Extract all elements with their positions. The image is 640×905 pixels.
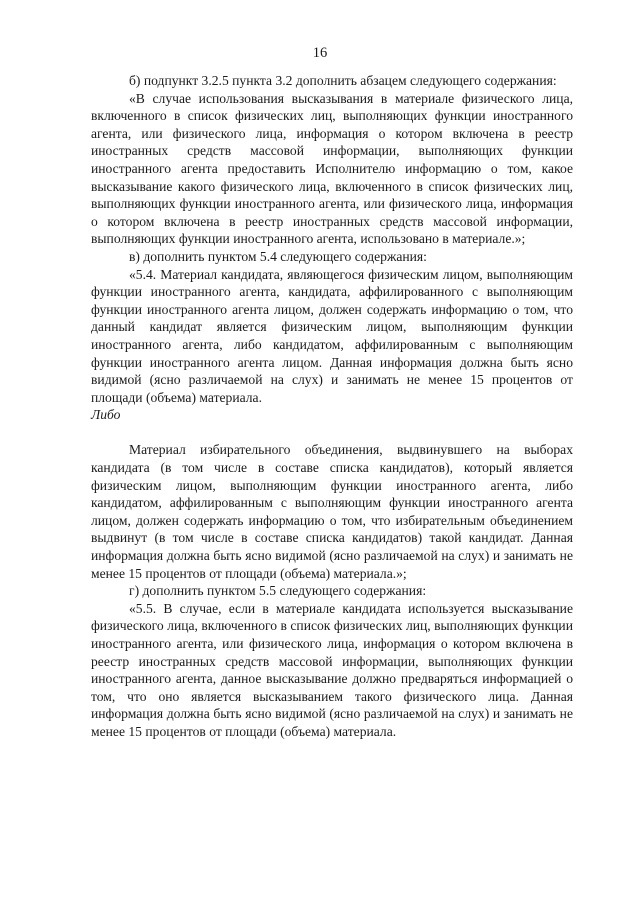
paragraph-quote-3-2-5: «В случае использования высказывания в материале физического лица, включенного в список физических лиц, выполняющих функции иностранного агента, или физического лица, информация о котором включена в реестр иностранных средств массовой информации, выполняющих функции иностранного агента предоставить Исполнителю информацию о том, какое высказывание какого физического лица, включенного в список физических лиц, выполняющих функции иностранного агента, или физического лица, информация о котором включена в реестр иностранных средств массовой информации, выполняющих функции иностранного агента, использовано в материале.»; bbox=[91, 90, 573, 247]
document-body bbox=[91, 72, 573, 741]
paragraph-clause-5-4: «5.4. Материал кандидата, являющегося физическим лицом, выполняющим функции иностранного агента, кандидата, аффилированного с выполняющим функции иностранного агента лицом, должен содержать информацию о том, что данный кандидат является физическим лицом, выполняющим функции иностранного агента, либо кандидатом, аффилированным с выполняющим функции иностранного агента лицом. Данная информация должна быть ясно видимой (ясно различаемой на слух) и занимать не менее 15 процентов от площади (объема) материала. bbox=[91, 266, 573, 405]
paragraph-party-material: Материал избирательного объединения, выдвинувшего на выборах кандидата (в том числе в составе списка кандидатов), который является физическим лицом, выполняющим функции иностранного агента, либо кандидатом, аффилированным с выполняющим функции иностранного агента лицом, должен содержать информацию о том, что избирательным объединением выдвинут (в том числе в составе списка кандидатов) такой кандидат. Данная информация должна быть ясно видимой (ясно различаемой на слух) и занимать не менее 15 процентов от площади (объема) материала.»; bbox=[91, 442, 573, 581]
paragraph-clause-5-5: «5.5. В случае, если в материале кандидата используется высказывание физического лица, включенного в список физических лиц, выполняющих функции иностранного агента, или физического лица, информация о котором включена в реестр иностранных средств массовой информации, выполняющих функции иностранного агента, данное высказывание должно предваряться информацией о том, что оно является высказыванием такого физического лица. Данная информация должна быть ясно видимой (ясно различаемой на слух) и занимать не менее 15 процентов от площади (объема) материала. bbox=[91, 600, 573, 739]
page-number: 16 bbox=[312, 45, 328, 61]
alternative-separator: Либо bbox=[91, 407, 121, 423]
paragraph-subpoint-b: б) подпункт 3.2.5 пункта 3.2 дополнить абзацем следующего содержания: bbox=[129, 73, 557, 88]
paragraph-subpoint-g: г) дополнить пунктом 5.5 следующего содержания: bbox=[129, 583, 427, 599]
paragraph-subpoint-v: в) дополнить пунктом 5.4 следующего содержания: bbox=[129, 248, 427, 264]
separator-gap bbox=[91, 424, 573, 442]
